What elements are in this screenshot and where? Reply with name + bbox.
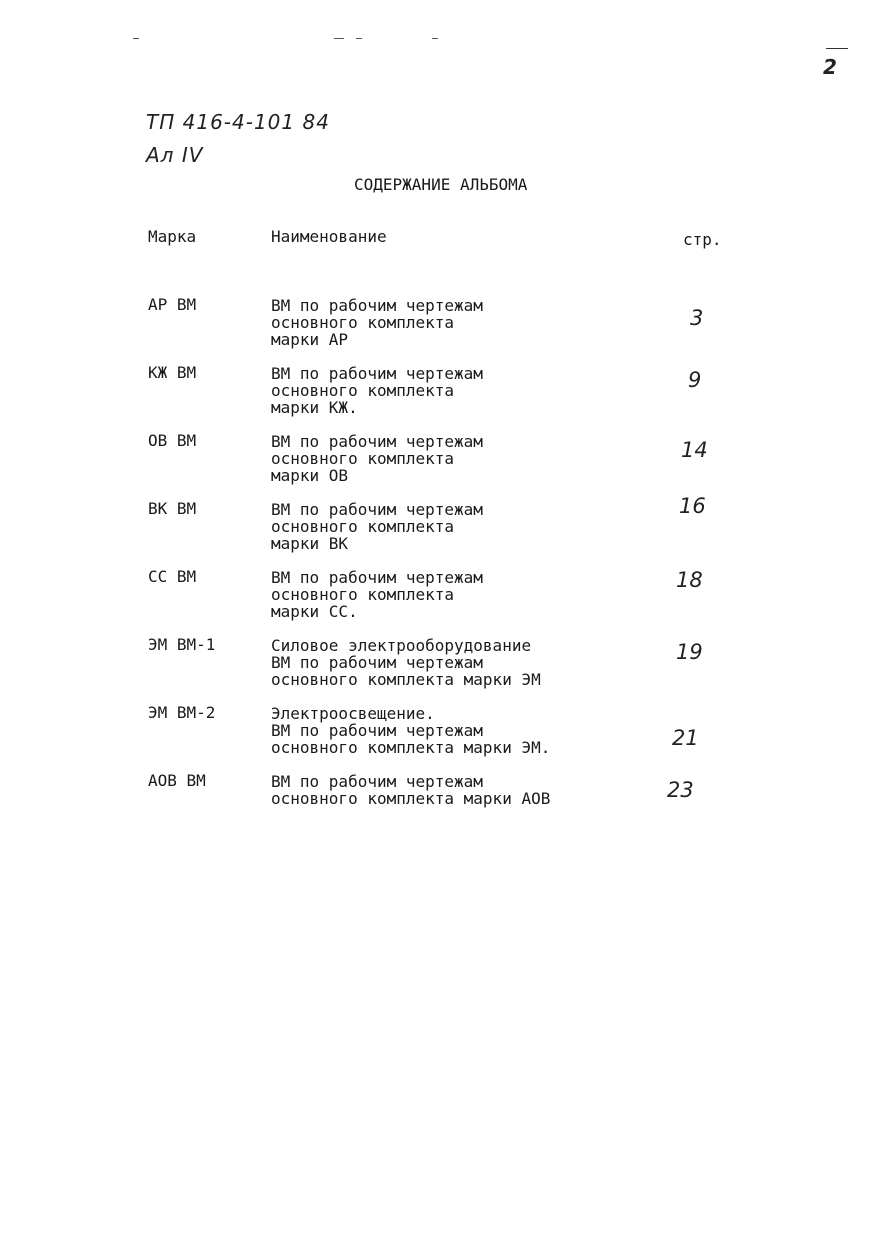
column-header-name: Наименование <box>271 227 387 246</box>
row-name-line: ВМ по рабочим чертежам <box>271 568 483 587</box>
row-mark: ЭМ ВМ-2 <box>148 703 216 722</box>
row-name-line: ВМ по рабочим чертежам <box>271 296 483 315</box>
row-mark: КЖ ВМ <box>148 363 197 382</box>
row-name-line: основного комплекта <box>271 585 455 604</box>
page-title: СОДЕРЖАНИЕ АЛЬБОМА <box>354 175 528 194</box>
row-page: 14 <box>681 438 708 462</box>
row-mark: ОВ ВМ <box>148 431 197 450</box>
row-name-line: основного комплекта <box>271 449 455 468</box>
row-name-line: марки ВК <box>271 534 349 553</box>
row-page: 9 <box>688 368 702 392</box>
row-name-line: основного комплекта <box>271 313 455 332</box>
row-name-line: ВМ по рабочим чертежам <box>271 432 483 451</box>
row-name-line: основного комплекта марки ЭМ. <box>271 738 551 757</box>
row-mark: АР ВМ <box>148 295 197 314</box>
row-name-line: марки КЖ. <box>271 398 358 417</box>
row-name-line: ВМ по рабочим чертежам <box>271 721 483 740</box>
row-name-line: основного комплекта <box>271 381 455 400</box>
row-mark: ЭМ ВМ-1 <box>148 635 216 654</box>
row-name-line: марки ОВ <box>271 466 349 485</box>
row-mark: АОВ ВМ <box>148 771 206 790</box>
row-name-line: марки СС. <box>271 602 358 621</box>
row-mark: ВК ВМ <box>148 499 197 518</box>
row-page: 3 <box>690 306 704 330</box>
row-name-line: основного комплекта марки ЭМ <box>271 670 541 689</box>
row-page: 19 <box>676 640 703 664</box>
row-page: 18 <box>676 568 703 592</box>
column-header-page: стр. <box>683 230 722 249</box>
row-name-line: основного комплекта марки АОВ <box>271 789 551 808</box>
page-number-rule <box>826 48 848 49</box>
scan-mark <box>356 38 362 39</box>
row-name-line: основного комплекта <box>271 517 455 536</box>
row-name-line: ВМ по рабочим чертежам <box>271 772 483 791</box>
column-header-mark: Марка <box>148 227 197 246</box>
scan-mark <box>133 38 139 39</box>
row-name-line: ВМ по рабочим чертежам <box>271 500 483 519</box>
row-name-line: ВМ по рабочим чертежам <box>271 653 483 672</box>
page-number: 2 <box>823 55 837 79</box>
row-page: 21 <box>672 726 699 750</box>
scan-mark <box>432 38 438 39</box>
row-name-line: марки АР <box>271 330 349 349</box>
row-name-line: Электроосвещение. <box>271 704 435 723</box>
row-page: 23 <box>667 778 694 802</box>
row-mark: СС ВМ <box>148 567 197 586</box>
row-name-line: Силовое электрооборудование <box>271 636 532 655</box>
document-code: ТП 416-4-101 84 <box>146 110 330 134</box>
scan-mark <box>334 38 344 39</box>
row-page: 16 <box>679 494 706 518</box>
row-name-line: ВМ по рабочим чертежам <box>271 364 483 383</box>
album-number: Ал IV <box>146 143 204 167</box>
